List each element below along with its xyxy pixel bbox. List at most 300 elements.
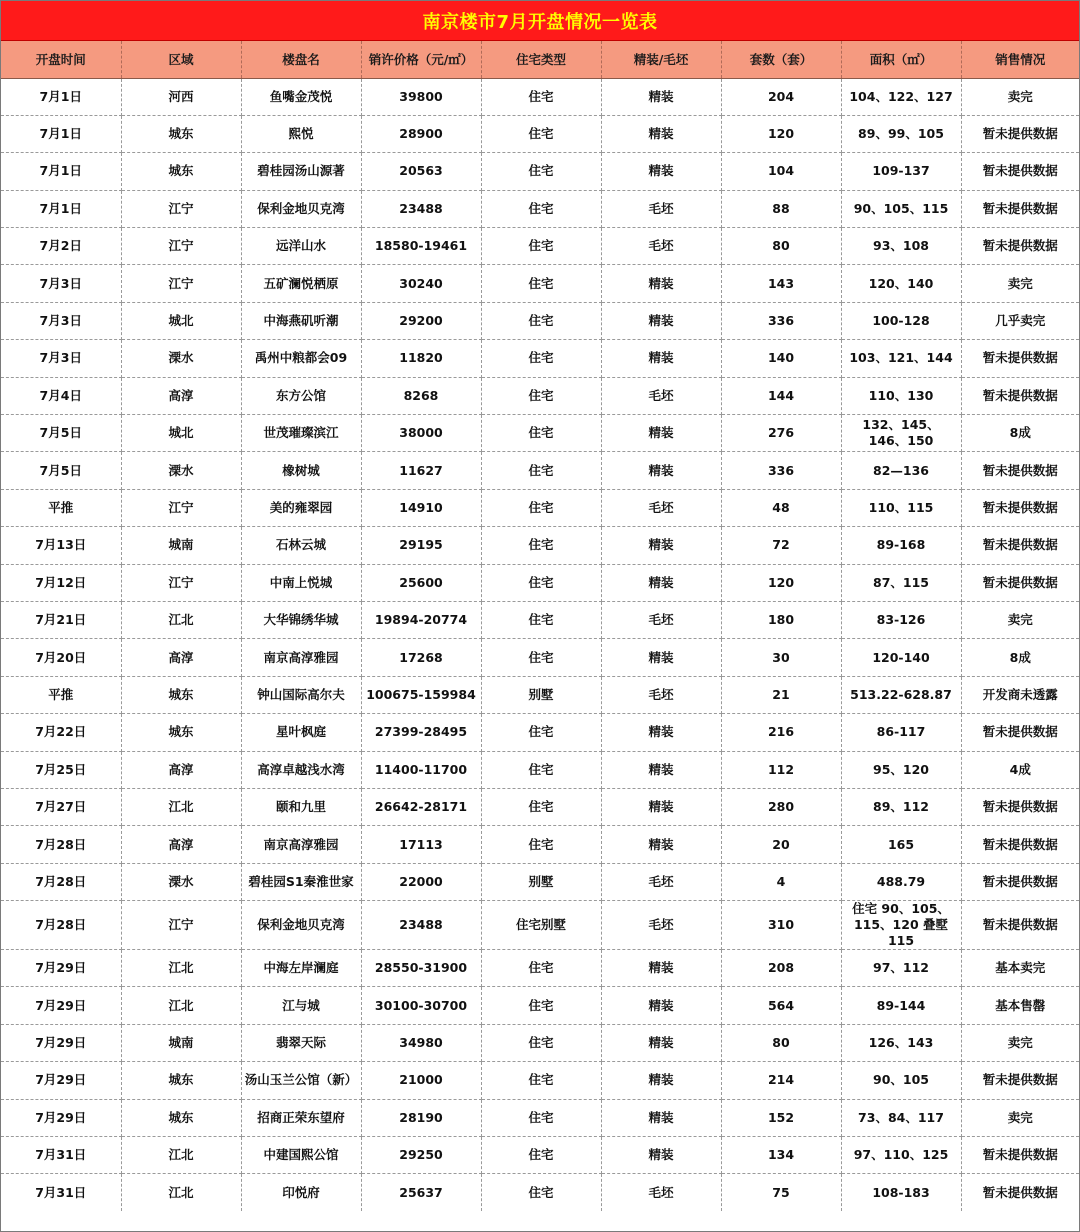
- cell-housing-type: 住宅: [481, 714, 601, 751]
- cell-sales-status: 暂未提供数据: [961, 340, 1079, 377]
- table-row: [1, 190, 1079, 227]
- cell-sales-status: 暂未提供数据: [961, 527, 1079, 564]
- cell-project-name: 中建国熙公馆: [241, 1137, 361, 1174]
- cell-open-date: 7月21日: [1, 601, 121, 638]
- cell-area: 97、110、125: [841, 1137, 961, 1174]
- cell-area: 110、115: [841, 489, 961, 526]
- cell-open-date: 7月2日: [1, 228, 121, 265]
- table-row: [1, 1174, 1079, 1211]
- cell-project-name: 中海左岸澜庭: [241, 950, 361, 987]
- cell-sales-status: 暂未提供数据: [961, 714, 1079, 751]
- cell-housing-type: 住宅: [481, 639, 601, 676]
- cell-housing-type: 住宅: [481, 265, 601, 302]
- cell-open-date: 7月3日: [1, 265, 121, 302]
- header-sales-status: 销售情况: [961, 41, 1079, 78]
- cell-permit-price: 39800: [361, 78, 481, 115]
- cell-open-date: 7月1日: [1, 115, 121, 152]
- cell-permit-price: 38000: [361, 415, 481, 452]
- cell-housing-type: 住宅: [481, 415, 601, 452]
- cell-housing-type: 住宅: [481, 153, 601, 190]
- cell-finish-type: 精装: [601, 714, 721, 751]
- cell-unit-count: 280: [721, 788, 841, 825]
- cell-finish-type: 精装: [601, 788, 721, 825]
- cell-housing-type: 住宅: [481, 1137, 601, 1174]
- cell-area: 住宅 90、105、115、120 叠墅115: [841, 901, 961, 950]
- cell-unit-count: 204: [721, 78, 841, 115]
- cell-sales-status: 卖完: [961, 601, 1079, 638]
- cell-permit-price: 11400-11700: [361, 751, 481, 788]
- cell-district: 城东: [121, 1062, 241, 1099]
- cell-district: 江宁: [121, 489, 241, 526]
- cell-open-date: 平推: [1, 489, 121, 526]
- cell-project-name: 远洋山水: [241, 228, 361, 265]
- cell-project-name: 碧桂园S1秦淮世家: [241, 863, 361, 900]
- cell-sales-status: 暂未提供数据: [961, 901, 1079, 950]
- cell-housing-type: 住宅: [481, 826, 601, 863]
- cell-open-date: 7月28日: [1, 901, 121, 950]
- cell-finish-type: 毛坯: [601, 901, 721, 950]
- cell-area: 97、112: [841, 950, 961, 987]
- cell-project-name: 中海燕矶听潮: [241, 302, 361, 339]
- header-housing-type: 住宅类型: [481, 41, 601, 78]
- cell-permit-price: 34980: [361, 1024, 481, 1061]
- cell-district: 江北: [121, 950, 241, 987]
- cell-unit-count: 144: [721, 377, 841, 414]
- table-row: [1, 489, 1079, 526]
- cell-area: 109-137: [841, 153, 961, 190]
- cell-sales-status: 暂未提供数据: [961, 1062, 1079, 1099]
- cell-housing-type: 住宅: [481, 950, 601, 987]
- cell-permit-price: 30100-30700: [361, 987, 481, 1024]
- cell-finish-type: 精装: [601, 639, 721, 676]
- cell-area: 93、108: [841, 228, 961, 265]
- cell-unit-count: 214: [721, 1062, 841, 1099]
- table-row: [1, 1137, 1079, 1174]
- cell-unit-count: 216: [721, 714, 841, 751]
- cell-open-date: 7月22日: [1, 714, 121, 751]
- cell-housing-type: 住宅: [481, 78, 601, 115]
- cell-project-name: 星叶枫庭: [241, 714, 361, 751]
- cell-unit-count: 80: [721, 1024, 841, 1061]
- cell-permit-price: 26642-28171: [361, 788, 481, 825]
- cell-district: 城东: [121, 115, 241, 152]
- header-finish-type: 精装/毛坯: [601, 41, 721, 78]
- cell-finish-type: 精装: [601, 826, 721, 863]
- cell-unit-count: 80: [721, 228, 841, 265]
- cell-permit-price: 17268: [361, 639, 481, 676]
- cell-finish-type: 精装: [601, 564, 721, 601]
- cell-area: 73、84、117: [841, 1099, 961, 1136]
- cell-open-date: 7月29日: [1, 1062, 121, 1099]
- cell-open-date: 7月29日: [1, 987, 121, 1024]
- cell-sales-status: 8成: [961, 639, 1079, 676]
- cell-housing-type: 住宅: [481, 564, 601, 601]
- cell-district: 江北: [121, 987, 241, 1024]
- cell-district: 溧水: [121, 863, 241, 900]
- cell-open-date: 7月29日: [1, 1099, 121, 1136]
- cell-project-name: 碧桂园汤山源著: [241, 153, 361, 190]
- cell-district: 城东: [121, 676, 241, 713]
- cell-permit-price: 28550-31900: [361, 950, 481, 987]
- cell-unit-count: 4: [721, 863, 841, 900]
- cell-project-name: 中南上悦城: [241, 564, 361, 601]
- cell-sales-status: 暂未提供数据: [961, 115, 1079, 152]
- cell-unit-count: 112: [721, 751, 841, 788]
- table-row: [1, 78, 1079, 115]
- table-row: [1, 265, 1079, 302]
- cell-sales-status: 暂未提供数据: [961, 153, 1079, 190]
- cell-permit-price: 29195: [361, 527, 481, 564]
- cell-project-name: 保利金地贝克湾: [241, 901, 361, 950]
- cell-area: 165: [841, 826, 961, 863]
- cell-sales-status: 暂未提供数据: [961, 377, 1079, 414]
- cell-permit-price: 27399-28495: [361, 714, 481, 751]
- cell-district: 溧水: [121, 340, 241, 377]
- cell-sales-status: 开发商未透露: [961, 676, 1079, 713]
- cell-district: 江宁: [121, 228, 241, 265]
- cell-housing-type: 住宅: [481, 1099, 601, 1136]
- cell-sales-status: 卖完: [961, 1024, 1079, 1061]
- cell-district: 城南: [121, 527, 241, 564]
- table-row: [1, 1024, 1079, 1061]
- cell-area: 89-144: [841, 987, 961, 1024]
- cell-finish-type: 毛坯: [601, 377, 721, 414]
- cell-area: 86-117: [841, 714, 961, 751]
- cell-sales-status: 暂未提供数据: [961, 863, 1079, 900]
- cell-area: 120-140: [841, 639, 961, 676]
- table-row: [1, 901, 1079, 950]
- cell-district: 江北: [121, 601, 241, 638]
- cell-finish-type: 精装: [601, 340, 721, 377]
- cell-finish-type: 精装: [601, 950, 721, 987]
- cell-project-name: 高淳卓越浅水湾: [241, 751, 361, 788]
- cell-project-name: 南京高淳雅园: [241, 639, 361, 676]
- cell-area: 104、122、127: [841, 78, 961, 115]
- cell-district: 城东: [121, 1099, 241, 1136]
- table-row: [1, 377, 1079, 414]
- cell-area: 108-183: [841, 1174, 961, 1211]
- cell-area: 120、140: [841, 265, 961, 302]
- cell-finish-type: 毛坯: [601, 601, 721, 638]
- table-row: [1, 788, 1079, 825]
- cell-district: 溧水: [121, 452, 241, 489]
- cell-project-name: 石林云城: [241, 527, 361, 564]
- header-row: [1, 41, 1079, 78]
- cell-finish-type: 毛坯: [601, 1174, 721, 1211]
- cell-unit-count: 143: [721, 265, 841, 302]
- cell-open-date: 7月1日: [1, 153, 121, 190]
- cell-sales-status: 卖完: [961, 78, 1079, 115]
- table-row: [1, 452, 1079, 489]
- cell-sales-status: 卖完: [961, 265, 1079, 302]
- cell-housing-type: 住宅: [481, 601, 601, 638]
- cell-area: 90、105: [841, 1062, 961, 1099]
- cell-finish-type: 精装: [601, 527, 721, 564]
- cell-project-name: 五矿澜悦栖原: [241, 265, 361, 302]
- table-row: [1, 714, 1079, 751]
- cell-sales-status: 基本售罄: [961, 987, 1079, 1024]
- cell-permit-price: 25637: [361, 1174, 481, 1211]
- header-open-date: 开盘时间: [1, 41, 121, 78]
- table-row: [1, 1062, 1079, 1099]
- cell-district: 河西: [121, 78, 241, 115]
- cell-district: 城东: [121, 714, 241, 751]
- cell-area: 126、143: [841, 1024, 961, 1061]
- cell-unit-count: 120: [721, 564, 841, 601]
- cell-unit-count: 134: [721, 1137, 841, 1174]
- cell-finish-type: 精装: [601, 751, 721, 788]
- cell-sales-status: 暂未提供数据: [961, 452, 1079, 489]
- cell-district: 高淳: [121, 377, 241, 414]
- cell-district: 高淳: [121, 826, 241, 863]
- cell-area: 87、115: [841, 564, 961, 601]
- cell-district: 江宁: [121, 190, 241, 227]
- cell-district: 城南: [121, 1024, 241, 1061]
- cell-sales-status: 暂未提供数据: [982, 1184, 1058, 1200]
- sheet-title: 南京楼市7月开盘情况一览表: [1, 1, 1079, 41]
- cell-housing-type: 别墅: [481, 863, 601, 900]
- cell-district: 城北: [121, 415, 241, 452]
- cell-permit-price: 18580-19461: [361, 228, 481, 265]
- cell-sales-status: 暂未提供数据: [961, 489, 1079, 526]
- cell-district: 江宁: [121, 265, 241, 302]
- cell-permit-price: 29200: [361, 302, 481, 339]
- cell-housing-type: 住宅: [481, 1062, 601, 1099]
- cell-permit-price: 23488: [361, 190, 481, 227]
- cell-project-name: 大华锦绣华城: [241, 601, 361, 638]
- cell-open-date: 7月25日: [1, 751, 121, 788]
- cell-finish-type: 精装: [601, 1024, 721, 1061]
- cell-housing-type: 住宅: [481, 987, 601, 1024]
- cell-open-date: 7月3日: [1, 302, 121, 339]
- cell-sales-status: 基本卖完: [961, 950, 1079, 987]
- cell-permit-price: 30240: [361, 265, 481, 302]
- cell-area: 89-168: [841, 527, 961, 564]
- cell-area: 132、145、146、150: [841, 415, 961, 452]
- cell-finish-type: 毛坯: [601, 228, 721, 265]
- cell-open-date: 7月27日: [1, 788, 121, 825]
- cell-open-date: 7月4日: [1, 377, 121, 414]
- cell-finish-type: 精装: [601, 415, 721, 452]
- cell-unit-count: 208: [721, 950, 841, 987]
- header-project-name: 楼盘名: [241, 41, 361, 78]
- cell-finish-type: 精装: [601, 452, 721, 489]
- cell-permit-price: 20563: [361, 153, 481, 190]
- cell-housing-type: 住宅: [481, 190, 601, 227]
- cell-area: 89、112: [841, 788, 961, 825]
- cell-open-date: 7月29日: [1, 1024, 121, 1061]
- cell-district: 高淳: [121, 639, 241, 676]
- cell-district: 江宁: [121, 564, 241, 601]
- table-row: [1, 527, 1079, 564]
- cell-finish-type: 毛坯: [601, 676, 721, 713]
- cell-project-name: 鱼嘴金茂悦: [241, 78, 361, 115]
- table-row: [1, 639, 1079, 676]
- cell-sales-status: 8成: [961, 415, 1079, 452]
- cell-project-name: 颐和九里: [241, 788, 361, 825]
- cell-permit-price: 25600: [361, 564, 481, 601]
- opening-table: [1, 41, 1079, 1211]
- cell-project-name: 招商正荣东望府: [241, 1099, 361, 1136]
- table-row: [1, 751, 1079, 788]
- cell-area: 110、130: [841, 377, 961, 414]
- cell-permit-price: 28190: [361, 1099, 481, 1136]
- cell-permit-price: 22000: [361, 863, 481, 900]
- table-body: [1, 78, 1079, 1211]
- cell-sales-status: 暂未提供数据: [961, 788, 1079, 825]
- cell-finish-type: 毛坯: [601, 489, 721, 526]
- cell-housing-type: 别墅: [481, 676, 601, 713]
- cell-finish-type: 精装: [601, 1062, 721, 1099]
- cell-housing-type: 住宅: [481, 377, 601, 414]
- cell-sales-status: 暂未提供数据: [961, 1137, 1079, 1174]
- header-permit-price: 销许价格（元/㎡）: [361, 41, 481, 78]
- cell-permit-price: 11627: [361, 452, 481, 489]
- cell-project-name: 江与城: [241, 987, 361, 1024]
- cell-permit-price: 100675-159984: [361, 676, 481, 713]
- cell-open-date: 7月29日: [1, 950, 121, 987]
- cell-housing-type: 住宅: [481, 788, 601, 825]
- cell-housing-type: 住宅: [481, 751, 601, 788]
- cell-district: 江北: [121, 788, 241, 825]
- cell-project-name: 禹州中粮都会09: [241, 340, 361, 377]
- table-row: [1, 601, 1079, 638]
- cell-permit-price: 17113: [361, 826, 481, 863]
- table-row: [1, 863, 1079, 900]
- cell-open-date: 7月1日: [1, 78, 121, 115]
- cell-project-name: 世茂璀璨滨江: [241, 415, 361, 452]
- cell-area: 488.79: [841, 863, 961, 900]
- cell-housing-type: 住宅: [481, 228, 601, 265]
- cell-unit-count: 104: [721, 153, 841, 190]
- cell-district: 城东: [121, 153, 241, 190]
- cell-sales-status: 暂未提供数据: [961, 190, 1079, 227]
- cell-housing-type: 住宅: [481, 1024, 601, 1061]
- cell-sales-status: 4成: [961, 751, 1079, 788]
- cell-area: 513.22-628.87: [841, 676, 961, 713]
- cell-project-name: 翡翠天际: [241, 1024, 361, 1061]
- cell-open-date: 7月31日: [1, 1174, 121, 1211]
- table-row: [1, 1099, 1079, 1136]
- cell-project-name: 橡树城: [241, 452, 361, 489]
- cell-unit-count: 310: [721, 901, 841, 950]
- cell-area: 100-128: [841, 302, 961, 339]
- cell-finish-type: 精装: [601, 1137, 721, 1174]
- cell-sales-status: 暂未提供数据: [961, 826, 1079, 863]
- cell-open-date: 7月12日: [1, 564, 121, 601]
- cell-unit-count: 152: [721, 1099, 841, 1136]
- cell-area: 83-126: [841, 601, 961, 638]
- cell-finish-type: 精装: [601, 302, 721, 339]
- table-row: [1, 302, 1079, 339]
- cell-finish-type: 精装: [601, 78, 721, 115]
- cell-district: 江北: [121, 1137, 241, 1174]
- cell-project-name: 美的雍翠园: [241, 489, 361, 526]
- cell-unit-count: 30: [721, 639, 841, 676]
- cell-unit-count: 336: [721, 302, 841, 339]
- cell-permit-price: 23488: [361, 901, 481, 950]
- cell-district: 江宁: [121, 901, 241, 950]
- table-row: [1, 564, 1079, 601]
- cell-open-date: 7月1日: [1, 190, 121, 227]
- cell-project-name: 东方公馆: [241, 377, 361, 414]
- cell-housing-type: 住宅: [481, 302, 601, 339]
- cell-unit-count: 140: [721, 340, 841, 377]
- table-row: [1, 228, 1079, 265]
- cell-sales-status: 几乎卖完: [961, 302, 1079, 339]
- cell-unit-count: 72: [721, 527, 841, 564]
- cell-unit-count: 180: [721, 601, 841, 638]
- table-row: [1, 950, 1079, 987]
- cell-finish-type: 精装: [601, 115, 721, 152]
- cell-sales-status: 暂未提供数据: [961, 564, 1079, 601]
- cell-project-name: 保利金地贝克湾: [241, 190, 361, 227]
- cell-project-name: 印悦府: [241, 1174, 361, 1211]
- cell-open-date: 7月5日: [1, 415, 121, 452]
- cell-district: 高淳: [121, 751, 241, 788]
- cell-finish-type: 毛坯: [601, 190, 721, 227]
- cell-project-name: 汤山玉兰公馆（新）: [241, 1062, 361, 1099]
- cell-open-date: 7月13日: [1, 527, 121, 564]
- table-row: [1, 340, 1079, 377]
- table-row: [1, 676, 1079, 713]
- cell-permit-price: 28900: [361, 115, 481, 152]
- cell-sales-status: 暂未提供数据: [961, 228, 1079, 265]
- header-unit-count: 套数（套）: [721, 41, 841, 78]
- cell-area: 95、120: [841, 751, 961, 788]
- header-district: 区域: [121, 41, 241, 78]
- cell-open-date: 7月5日: [1, 452, 121, 489]
- cell-unit-count: 88: [721, 190, 841, 227]
- cell-project-name: 钟山国际高尔夫: [241, 676, 361, 713]
- cell-unit-count: 564: [721, 987, 841, 1024]
- cell-housing-type: 住宅: [481, 527, 601, 564]
- cell-housing-type: 住宅: [481, 452, 601, 489]
- cell-area: 82—136: [841, 452, 961, 489]
- cell-permit-price: 29250: [361, 1137, 481, 1174]
- cell-district: 江北: [121, 1174, 241, 1211]
- table-row: [1, 826, 1079, 863]
- cell-open-date: 7月20日: [1, 639, 121, 676]
- cell-area: 90、105、115: [841, 190, 961, 227]
- cell-project-name: 南京高淳雅园: [241, 826, 361, 863]
- cell-finish-type: 精装: [601, 987, 721, 1024]
- cell-housing-type: 住宅: [481, 489, 601, 526]
- cell-permit-price: 21000: [361, 1062, 481, 1099]
- cell-unit-count: 75: [721, 1174, 841, 1211]
- cell-open-date: 平推: [1, 676, 121, 713]
- cell-unit-count: 336: [721, 452, 841, 489]
- cell-open-date: 7月3日: [1, 340, 121, 377]
- cell-area: 103、121、144: [841, 340, 961, 377]
- header-area: 面积（㎡）: [841, 41, 961, 78]
- cell-housing-type: 住宅: [481, 115, 601, 152]
- cell-unit-count: 120: [721, 115, 841, 152]
- table-row: [1, 153, 1079, 190]
- cell-open-date: 7月31日: [1, 1137, 121, 1174]
- cell-housing-type: 住宅: [481, 340, 601, 377]
- cell-unit-count: 21: [721, 676, 841, 713]
- cell-finish-type: 精装: [601, 265, 721, 302]
- cell-housing-type: 住宅: [481, 1174, 601, 1211]
- cell-district: 城北: [121, 302, 241, 339]
- cell-finish-type: 精装: [601, 153, 721, 190]
- cell-area: 89、99、105: [841, 115, 961, 152]
- cell-sales-status: 卖完: [961, 1099, 1079, 1136]
- table-row: [1, 987, 1079, 1024]
- cell-unit-count: 276: [721, 415, 841, 452]
- cell-unit-count: 48: [721, 489, 841, 526]
